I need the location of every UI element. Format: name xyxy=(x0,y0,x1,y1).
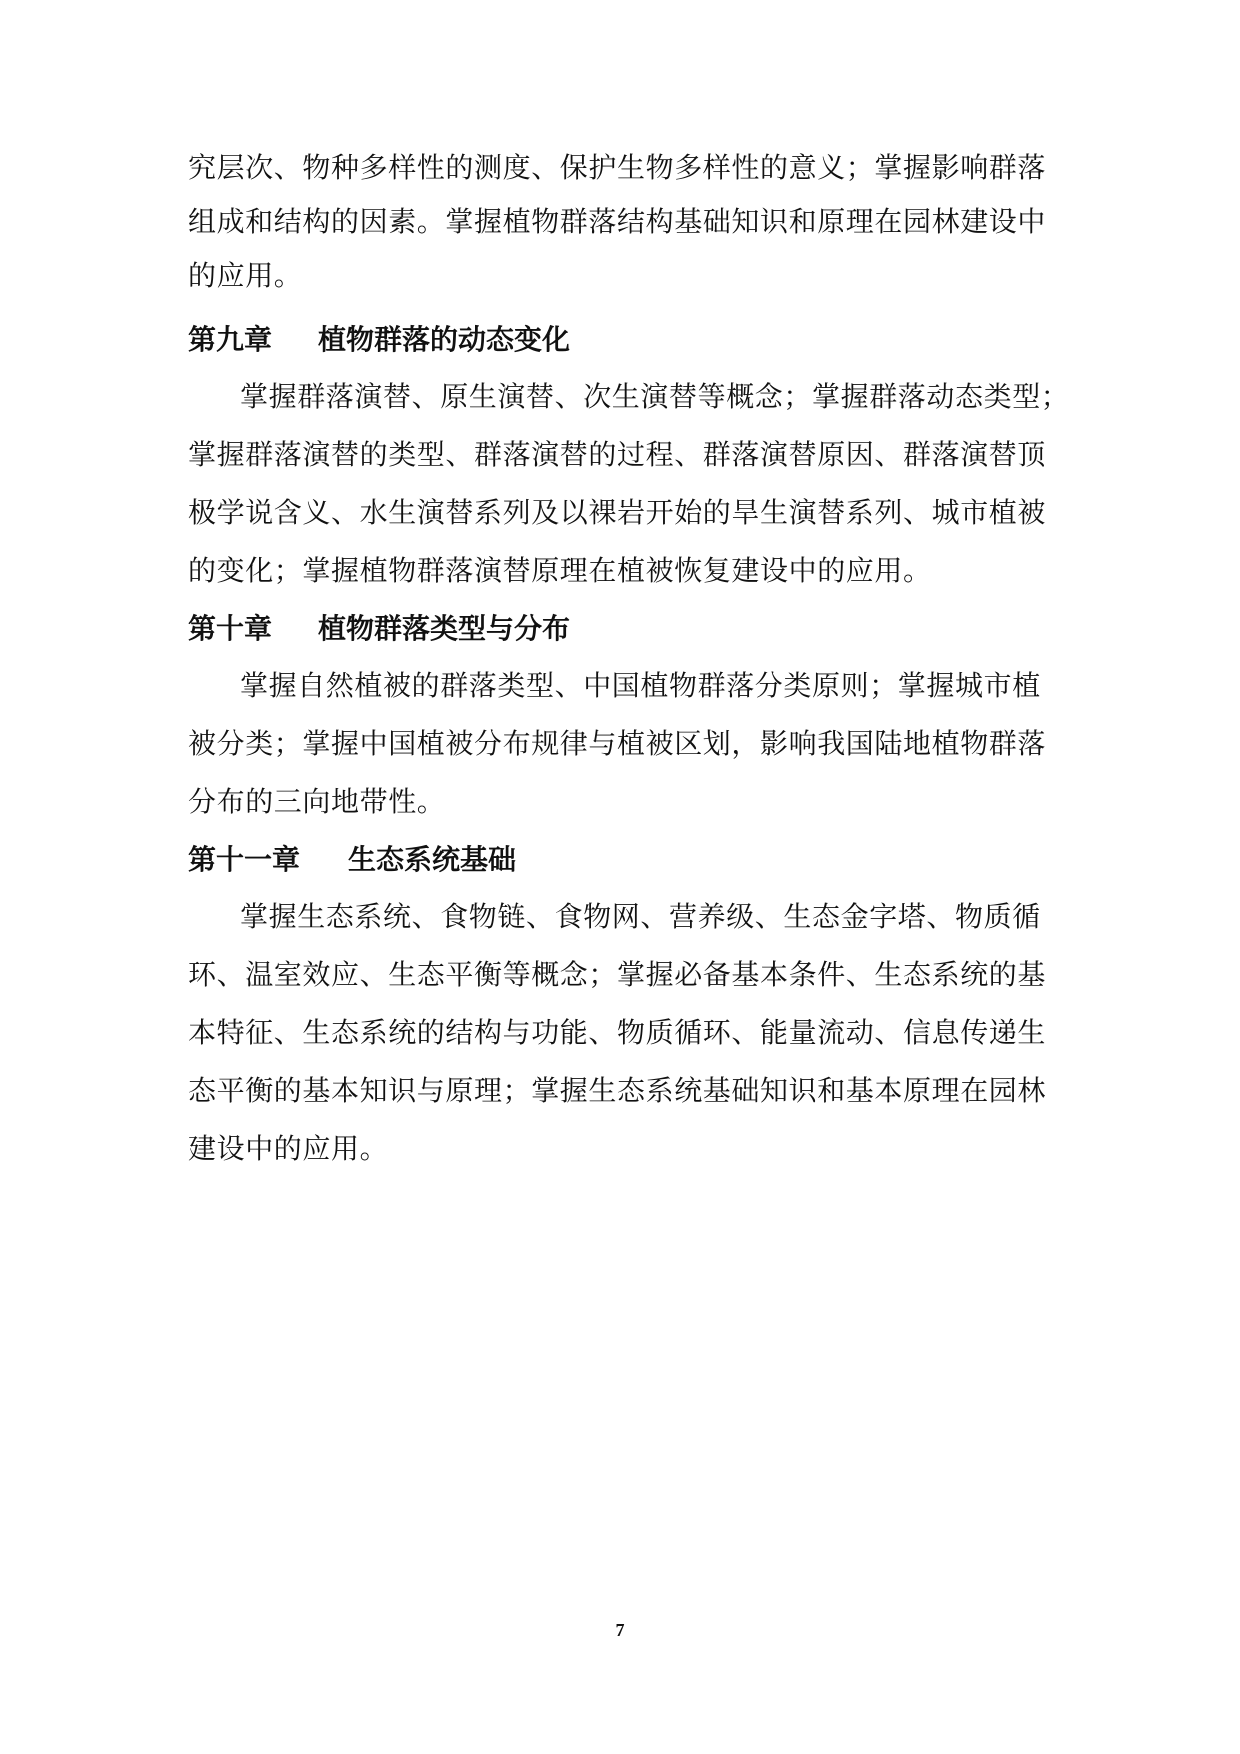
page-number: 7 xyxy=(615,1620,625,1640)
paragraph-line: 本特征、生态系统的结构与功能、物质循环、能量流动、信息传递生 xyxy=(188,1016,1047,1049)
chapter-number: 第十章 xyxy=(188,612,273,645)
paragraph-line: 分布的三向地带性。 xyxy=(188,785,446,818)
paragraph-line: 究层次、物种多样性的测度、保护生物多样性的意义；掌握影响群落 xyxy=(188,151,1047,184)
paragraph-line: 极学说含义、水生演替系列及以裸岩开始的旱生演替系列、城市植被 xyxy=(188,496,1047,529)
chapter-title: 植物群落的动态变化 xyxy=(318,323,571,356)
chapter-number: 第九章 xyxy=(188,323,273,356)
chapter-number: 第十一章 xyxy=(188,843,301,876)
chapter-title: 植物群落类型与分布 xyxy=(318,612,571,645)
paragraph-line: 建设中的应用。 xyxy=(188,1132,389,1165)
paragraph-line: 掌握群落演替、原生演替、次生演替等概念；掌握群落动态类型； xyxy=(240,380,1070,413)
paragraph-line: 组成和结构的因素。掌握植物群落结构基础知识和原理在园林建设中 xyxy=(188,205,1047,238)
chapter-heading xyxy=(188,835,516,885)
paragraph-line: 环、温室效应、生态平衡等概念；掌握必备基本条件、生态系统的基 xyxy=(188,958,1047,991)
paragraph-line: 态平衡的基本知识与原理；掌握生态系统基础知识和基本原理在园林 xyxy=(188,1074,1047,1107)
paragraph-line: 被分类；掌握中国植被分布规律与植被区划，影响我国陆地植物群落 xyxy=(188,727,1047,760)
paragraph-line: 掌握生态系统、食物链、食物网、营养级、生态金字塔、物质循 xyxy=(240,900,1041,933)
paragraph-line: 的变化；掌握植物群落演替原理在植被恢复建设中的应用。 xyxy=(188,554,932,587)
paragraph-line: 的应用。 xyxy=(188,259,303,292)
chapter-heading xyxy=(188,315,570,365)
paragraph-line: 掌握自然植被的群落类型、中国植物群落分类原则；掌握城市植 xyxy=(240,669,1041,702)
paragraph-line: 掌握群落演替的类型、群落演替的过程、群落演替原因、群落演替顶 xyxy=(188,438,1047,471)
chapter-heading xyxy=(188,604,570,654)
chapter-title: 生态系统基础 xyxy=(348,843,517,876)
